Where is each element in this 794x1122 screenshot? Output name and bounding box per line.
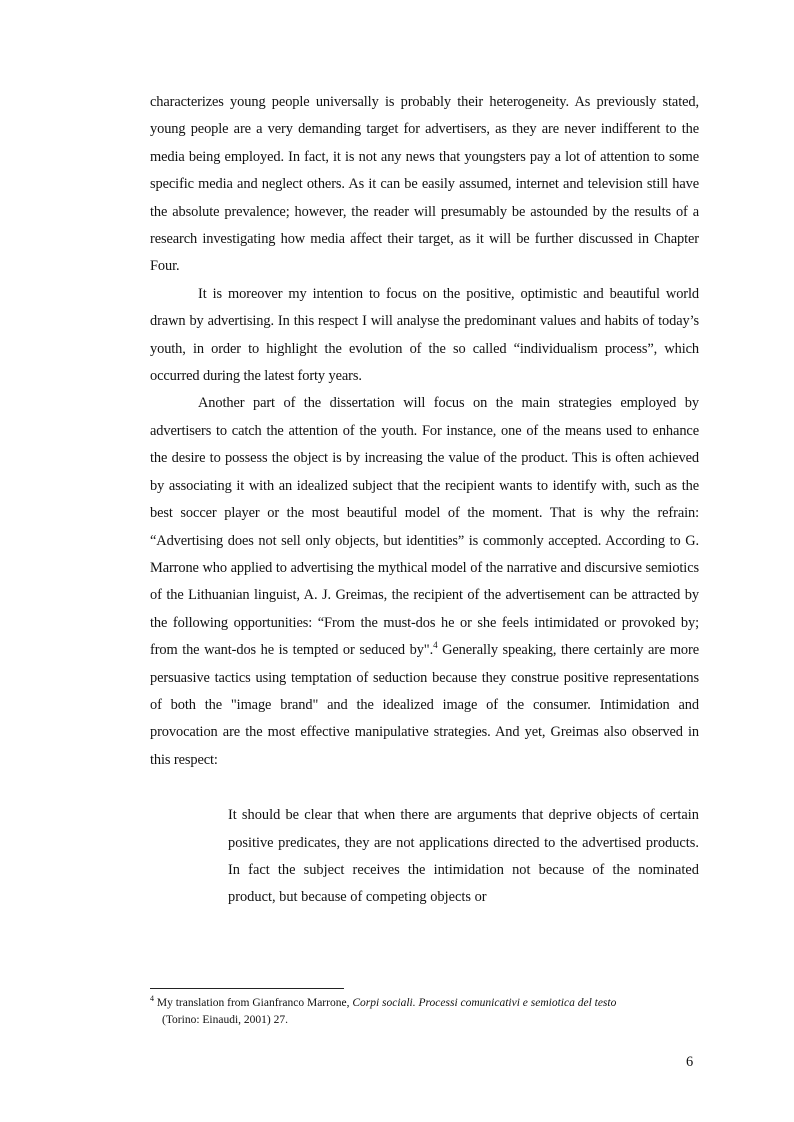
block-quote: It should be clear that when there are arguments that deprive objects of certain positive predicates, they are not applications directed to the advertised products. In fact the subject receives the intimidation not because of the nominated product, but because of competing objects or [228,807,699,906]
page-body [150,89,699,912]
footnote [150,995,710,1029]
paragraph-3-text-b: Generally speaking, there certainly are more persuasive tactics using temptation of seduction because they construe positive representations of both the "image brand" and the idealized image of the consumer. Intimidation and provocation are the most effective manipulative strategies. And yet, Greimas also observed in this respect: [150,642,699,768]
paragraph-3 [150,390,699,774]
page-number: 6 [686,1054,694,1070]
footnote-text-b: (Torino: Einaudi, 2001) 27. [162,1014,288,1026]
footnote-reference[interactable]: 4 [433,640,438,651]
paragraph-2: It is moreover my intention to focus on the positive, optimistic and beautiful world drawn by advertising. In this respect I will analyse the predominant values and habits of today’s youth, in order to highlight the evolution of the so called “individualism process”, which occurred during the latest forty years. [150,285,699,385]
footnote-number: 4 [150,994,154,1004]
footnote-cited-title: Corpi sociali. Processi comunicativi e semiotica del testo [352,997,617,1009]
footnote-divider [150,988,344,989]
footnote-text-a: My translation from Gianfranco Marrone, [154,997,353,1009]
paragraph-1: characterizes young people universally is probably their heterogeneity. As previously stated, young people are a very demanding target for advertisers, as they are never indifferent to the media being employed. In fact, it is not any news that youngsters pay a lot of attention to some specific media and neglect others. As it can be easily assumed, internet and television still have the absolute prevalence; however, the reader will presumably be astounded by the results of a research investigating how media affect their target, as it will be further discussed in Chapter Four. [150,94,699,275]
paragraph-3-text-a: Another part of the dissertation will focus on the main strategies employed by advertisers to catch the attention of the youth. For instance, one of the means used to enhance the desire to possess the object is by increasing the value of the product. This is often achieved by associating it with an idealized subject that the recipient wants to identify with, such as the best soccer player or the most beautiful model of the moment. That is why the refrain: “Advertising does not sell only objects, but identities” is commonly accepted. According to G. Marrone who applied to advertising the mythical model of the narrative and discursive semiotics of the Lithuanian linguist, A. J. Greimas, the recipient of the advertisement can be attracted by the following opportunities: “From the must-dos he or she feels intimidated or provoked by; from the want-dos he is tempted or seduced by". [150,395,699,659]
